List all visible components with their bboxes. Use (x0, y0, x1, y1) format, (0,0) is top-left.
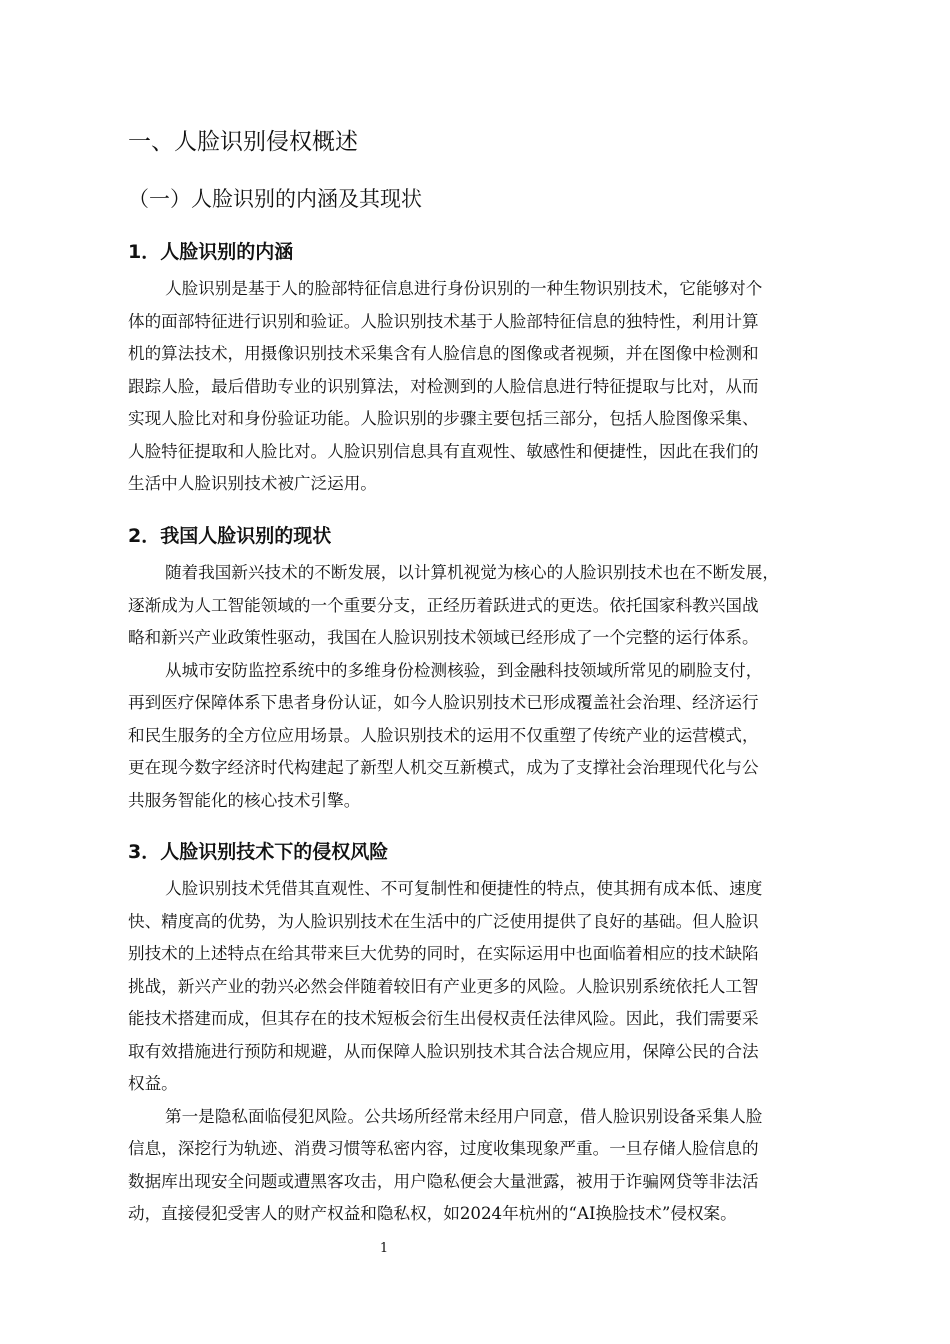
text-line: 信息，深挖行为轨迹、消费习惯等私密内容，过度收集现象严重。一旦存储人脸信息的 (128, 1139, 759, 1158)
text-line: 随着我国新兴技术的不断发展，以计算机视觉为核心的人脸识别技术也在不断发展， (165, 563, 779, 582)
paragraph (128, 273, 858, 501)
text-line: 生活中人脸识别技术被广泛运用。 (128, 474, 377, 493)
subsection-heading-2: 2．我国人脸识别的现状 (128, 525, 332, 547)
section-heading: （一）人脸识别的内涵及其现状 (128, 187, 422, 211)
text-line: 共服务智能化的核心技术引擎。 (128, 790, 361, 810)
text-line: 别技术的上述特点在给其带来巨大优势的同时，在实际运用中也面临着相应的技术缺陷 (128, 944, 759, 963)
text-line: 和民生服务的全方位应用场景。人脸识别技术的运用不仅重塑了传统产业的运营模式， (128, 725, 759, 745)
paragraph (128, 557, 858, 817)
page-number: 1 (379, 1241, 389, 1256)
text-line: 逐渐成为人工智能领域的一个重要分支，正经历着跃进式的更迭。依托国家科教兴国战 (128, 595, 759, 615)
text-line: 挑战，新兴产业的勃兴必然会伴随着较旧有产业更多的风险。人脸识别系统依托人工智 (128, 976, 759, 996)
text-line: 略和新兴产业政策性驱动，我国在人脸识别技术领域已经形成了一个完整的运行体系。 (128, 628, 759, 647)
text-line: 更在现今数字经济时代构建起了新型人机交互新模式，成为了支撑社会治理现代化与公 (128, 758, 759, 777)
text-line: 机的算法技术，用摄像识别技术采集含有人脸信息的图像或者视频，并在图像中检测和 (128, 344, 759, 363)
text-line: 人脸识别技术凭借其直观性、不可复制性和便捷性的特点，使其拥有成本低、速度 (165, 879, 763, 898)
text-line: 实现人脸比对和身份验证功能。人脸识别的步骤主要包括三部分，包括人脸图像采集、 (128, 409, 759, 428)
text-line: 第一是隐私面临侵犯风险。公共场所经常未经用户同意，借人脸识别设备采集人脸 (165, 1106, 763, 1126)
text-line: 再到医疗保障体系下患者身份认证，如今人脸识别技术已形成覆盖社会治理、经济运行 (128, 693, 759, 712)
text-line: 数据库出现安全问题或遭黑客攻击，用户隐私便会大量泄露，被用于诈骗网贷等非法活 (128, 1171, 759, 1191)
paragraph (128, 873, 858, 1231)
text-line: 权益。 (128, 1074, 178, 1093)
text-line: 快、精度高的优势，为人脸识别技术在生活中的广泛使用提供了良好的基础。但人脸识 (128, 911, 759, 931)
subsection-heading-3: 3．人脸识别技术下的侵权风险 (128, 841, 389, 863)
text-line: 能技术搭建而成，但其存在的技术短板会衍生出侵权责任法律风险。因此，我们需要采 (128, 1009, 759, 1028)
text-line: 体的面部特征进行识别和验证。人脸识别技术基于人脸部特征信息的独特性，利用计算 (128, 311, 759, 331)
text-line: 取有效措施进行预防和规避，从而保障人脸识别技术其合法合规应用，保障公民的合法 (128, 1041, 759, 1061)
text-line: 动，直接侵犯受害人的财产权益和隐私权，如2024年杭州的“AI换脸技术”侵权案。 (128, 1204, 737, 1223)
chapter-heading: 一、人脸识别侵权概述 (128, 129, 358, 155)
text-line: 从城市安防监控系统中的多维身份检测核验，到金融科技领域所常见的刷脸支付， (165, 660, 763, 680)
text-line: 人脸识别是基于人的脸部特征信息进行身份识别的一种生物识别技术，它能够对个 (165, 279, 763, 298)
text-line: 人脸特征提取和人脸比对。人脸识别信息具有直观性、敏感性和便捷性，因此在我们的 (128, 441, 759, 461)
text-line: 跟踪人脸，最后借助专业的识别算法，对检测到的人脸信息进行特征提取与比对，从而 (128, 376, 759, 396)
subsection-heading-1: 1．人脸识别的内涵 (128, 241, 294, 263)
